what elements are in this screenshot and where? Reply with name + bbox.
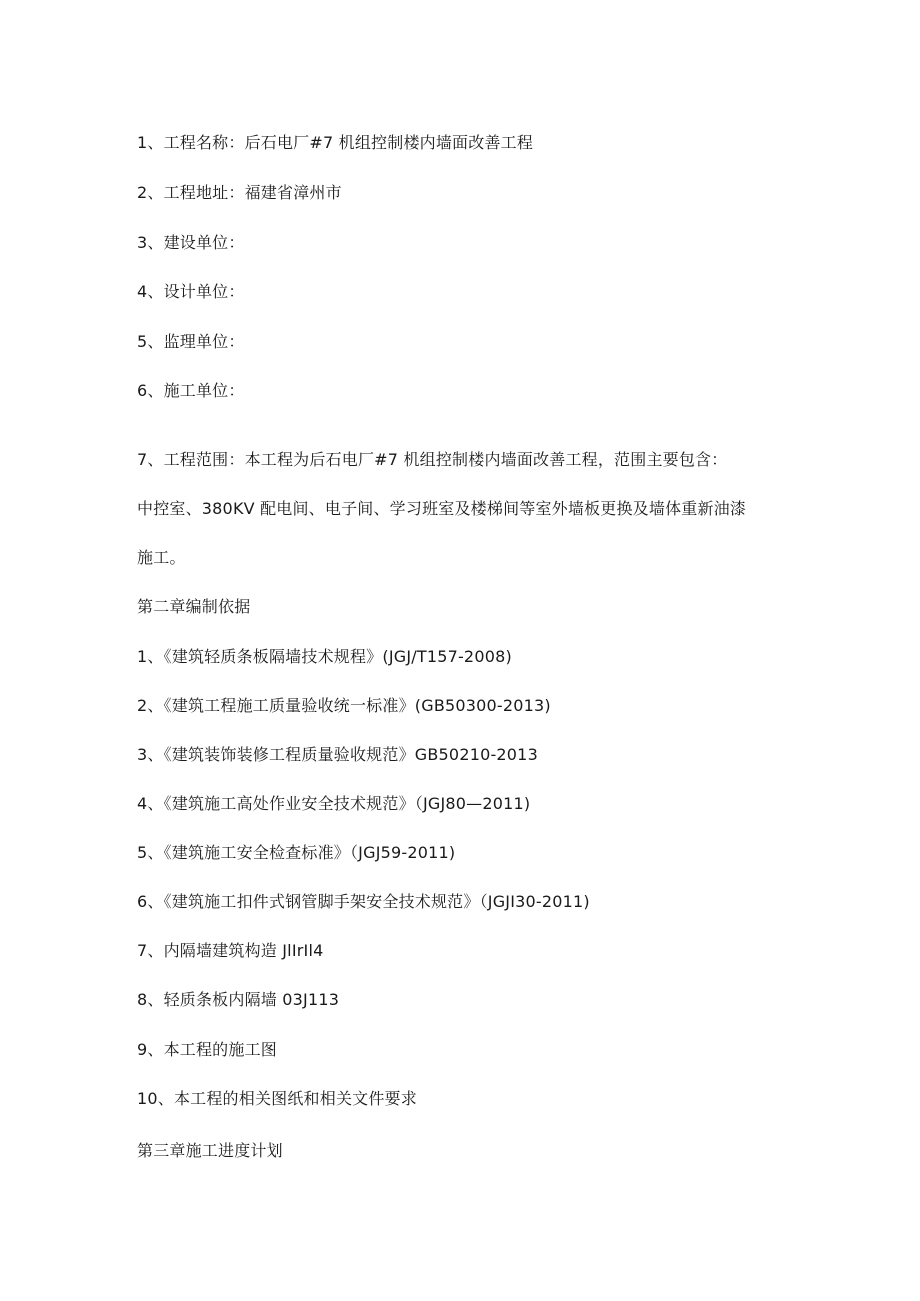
project-name-line: 1、工程名称：后石电厂#7 机组控制楼内墙面改善工程 bbox=[137, 133, 534, 152]
chapter-2-heading: 第二章编制依据 bbox=[137, 597, 251, 616]
basis-item: 4、《建筑施工高处作业安全技术规范》（JGJ80—2011) bbox=[137, 794, 531, 813]
basis-item: 3、《建筑装饰装修工程质量验收规范》GB50210-2013 bbox=[137, 745, 538, 764]
design-unit-line: 4、设计单位： bbox=[137, 282, 245, 301]
basis-item: 8、轻质条板内隔墙 03J113 bbox=[137, 990, 340, 1009]
basis-item: 1、《建筑轻质条板隔墙技术规程》(JGJ/T157-2008) bbox=[137, 647, 512, 666]
basis-item: 10、本工程的相关图纸和相关文件要求 bbox=[137, 1089, 417, 1108]
basis-item: 9、本工程的施工图 bbox=[137, 1040, 277, 1059]
basis-item: 6、《建筑施工扣件式钢管脚手架安全技术规范》（JGJI30-2011) bbox=[137, 892, 590, 911]
construction-unit-line: 3、建设单位： bbox=[137, 233, 245, 252]
supervision-unit-line: 5、监理单位： bbox=[137, 332, 245, 351]
basis-item: 5、《建筑施工安全检查标准》（JGJ59-2011) bbox=[137, 843, 456, 862]
basis-item: 2、《建筑工程施工质量验收统一标准》(GB50300-2013) bbox=[137, 696, 551, 715]
chapter-3-heading: 第三章施工进度计划 bbox=[137, 1141, 283, 1160]
contractor-unit-line: 6、施工单位： bbox=[137, 381, 245, 400]
project-scope-end-line: 施工。 bbox=[137, 548, 186, 567]
project-address-line: 2、工程地址：福建省漳州市 bbox=[137, 183, 342, 202]
project-scope-line: 7、工程范围：本工程为后石电厂#7 机组控制楼内墙面改善工程，范围主要包含： bbox=[137, 450, 728, 469]
basis-item: 7、内隔墙建筑构造 JlIrIl4 bbox=[137, 941, 324, 960]
project-scope-continued-line: 中控室、380KV 配电间、电子间、学习班室及楼梯间等室外墙板更换及墙体重新油漆 bbox=[137, 499, 747, 518]
